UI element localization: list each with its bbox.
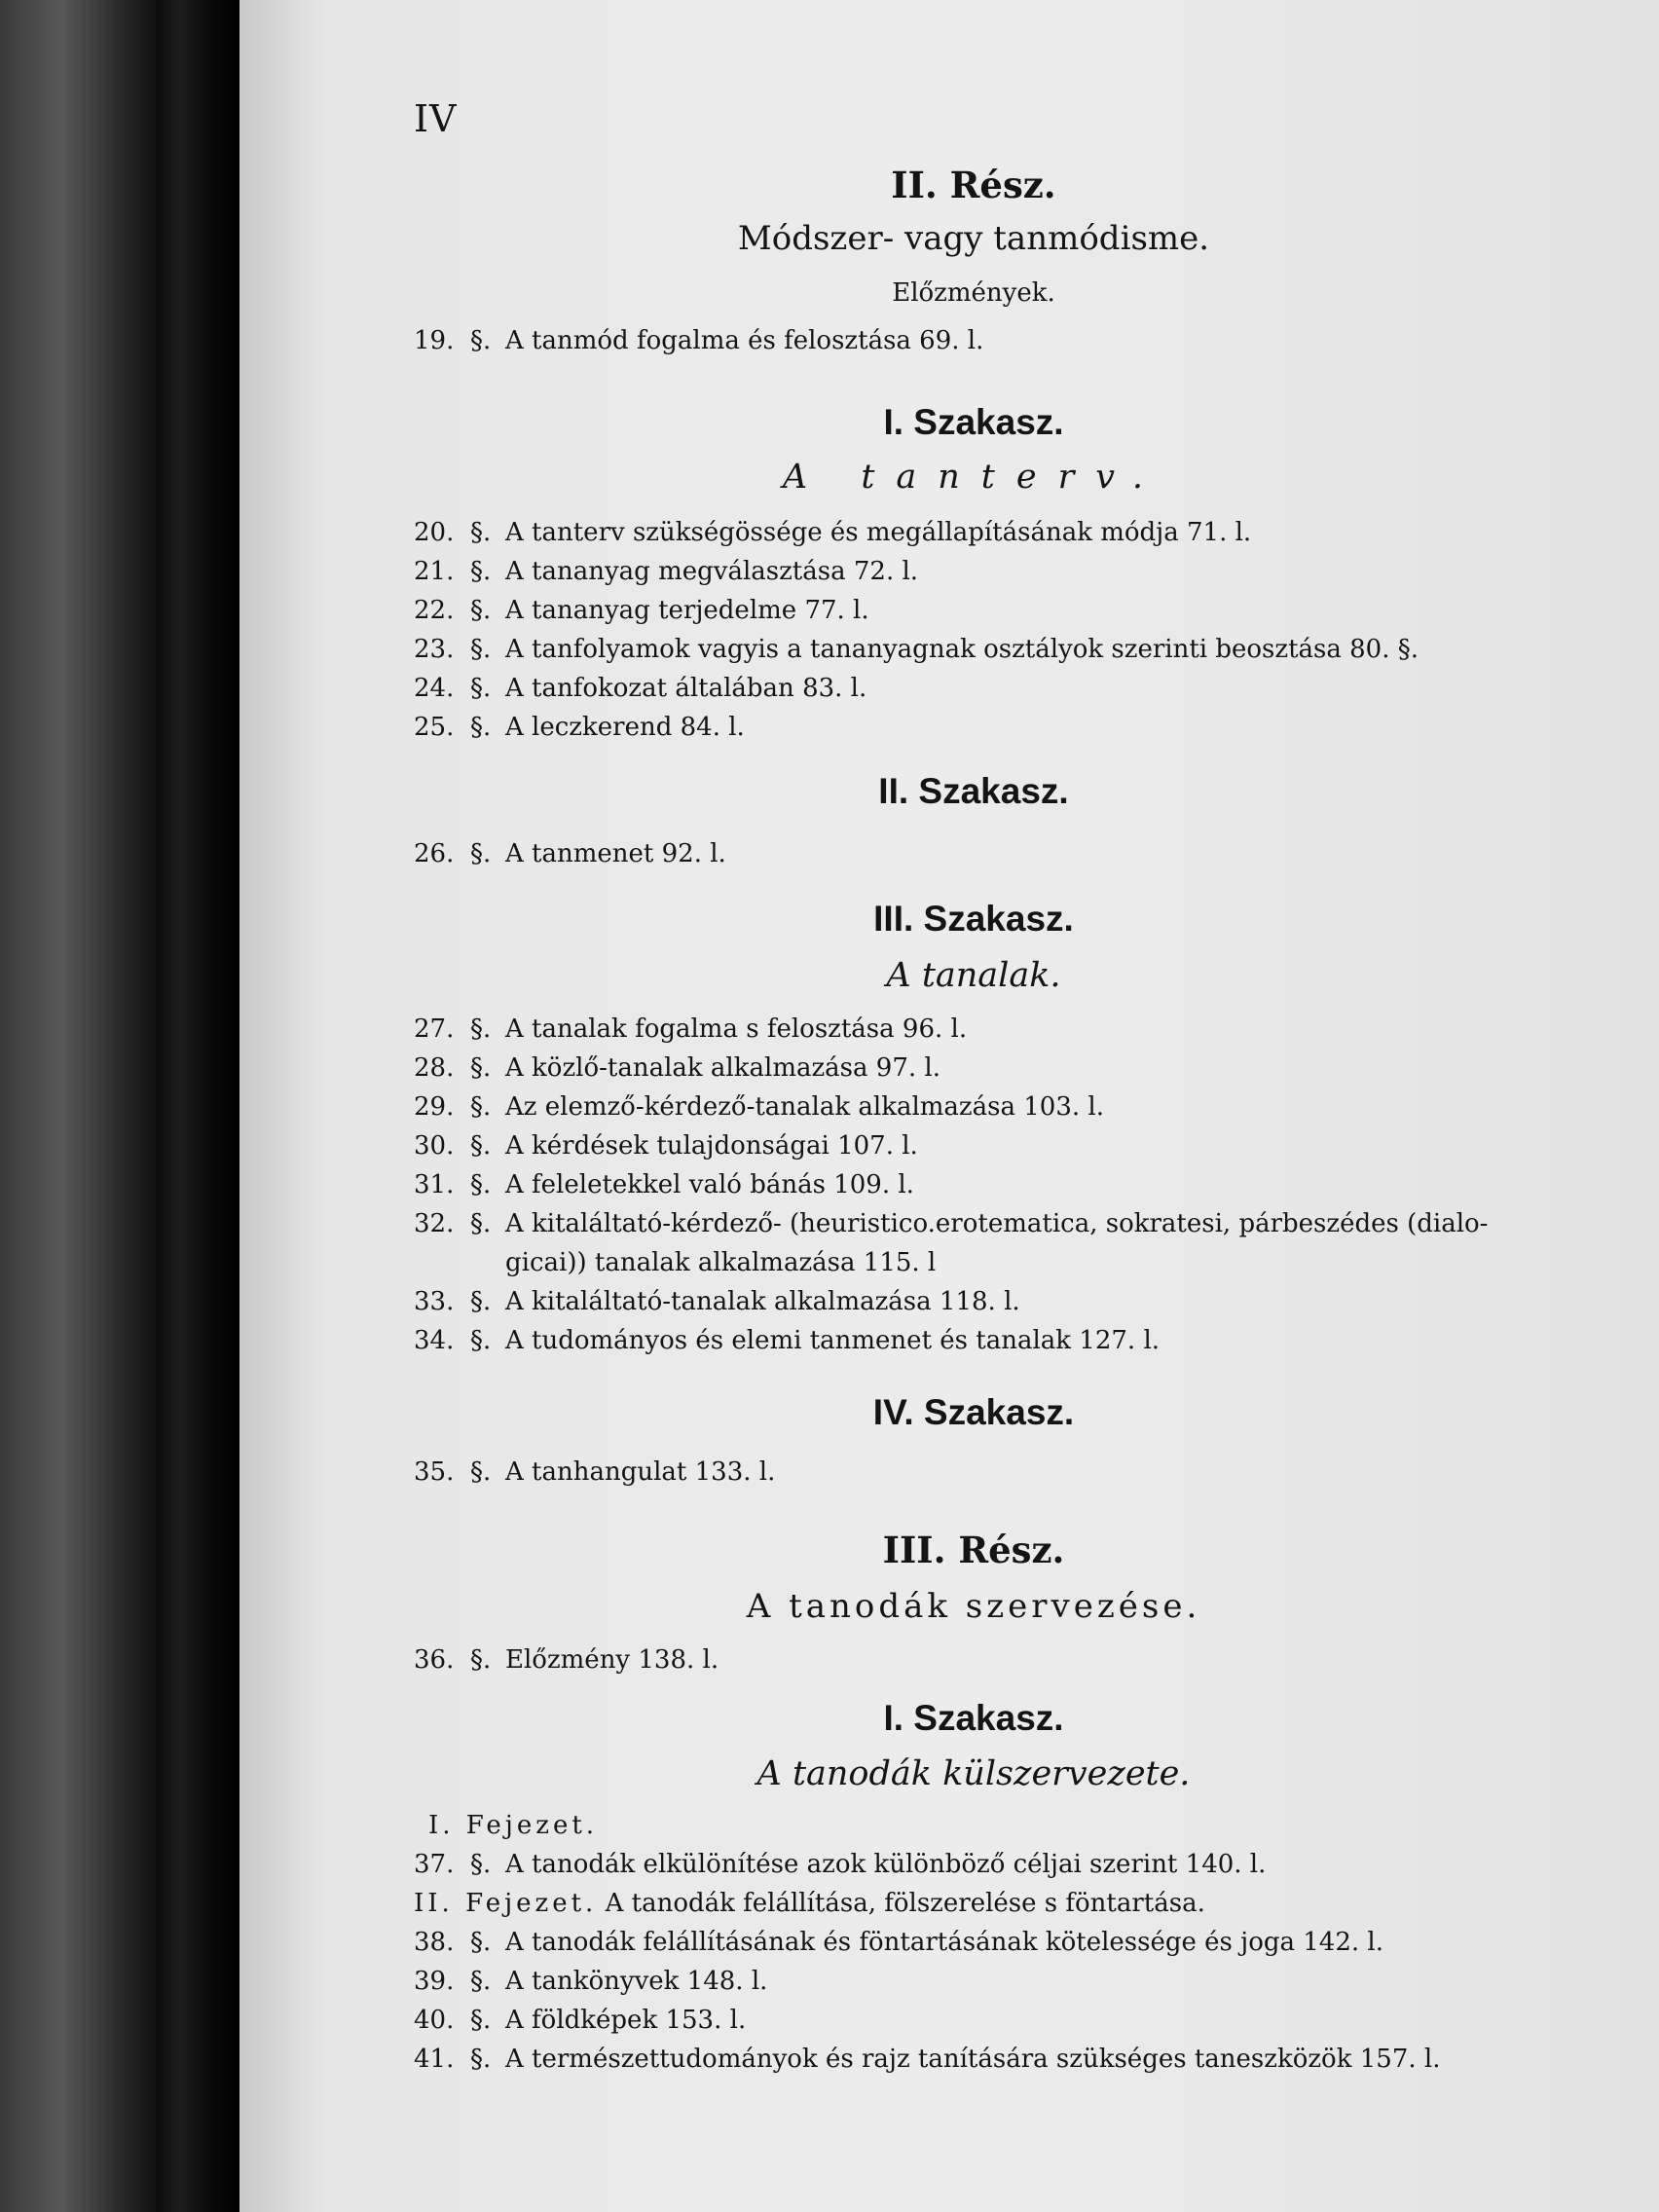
toc-entry-28 [414,1053,940,1083]
entry-number: 25. [414,713,455,742]
entry-text: A tanfolyamok vagyis a tananyagnak osztályok szerinti beosztása 80. §. [505,635,1419,664]
entry-section-sign: §. [470,1326,492,1355]
chapter-2-heading [414,1889,1205,1918]
section-4-title: IV. Szakasz. [872,1392,1075,1432]
entry-section-sign: §. [470,2045,492,2074]
entry-text: A közlő-tanalak alkalmazása 97. l. [505,1053,940,1083]
entry-text: A feleletekkel való bánás 109. l. [505,1170,914,1199]
entry-text: A tanmód fogalma és felosztása 69. l. [505,326,984,355]
section-1-subtitle: A tanterv. [782,458,1165,497]
chapter-2-label: II. Fejezet. [414,1889,598,1918]
toc-entry-36 [414,1645,719,1675]
toc-entry-25 [414,713,745,742]
entry-section-sign: §. [470,1053,492,1083]
toc-entry-29 [414,1092,1104,1122]
toc-entry-22 [414,596,869,625]
entry-text: A tanhangulat 133. l. [505,1457,776,1487]
toc-entry-32 [414,1209,1488,1238]
section-3-subtitle: A tanalak. [886,956,1061,995]
toc-entry-21 [414,557,918,586]
entry-section-sign: §. [470,839,492,868]
entry-number: 31. [414,1170,455,1199]
entry-number: 38. [414,1928,455,1957]
entry-section-sign: §. [470,518,492,547]
toc-entry-30 [414,1131,918,1161]
entry-text: Előzmény 138. l. [505,1645,719,1675]
toc-entry-37 [414,1850,1266,1879]
section-3-title: III. Szakasz. [873,899,1074,939]
entry-number: 19. [414,326,455,355]
entry-section-sign: §. [470,1457,492,1487]
section-5-subtitle: A tanodák külszervezete. [756,1754,1191,1793]
entry-text: A tanfokozat általában 83. l. [505,674,867,703]
entry-number: 40. [414,2006,455,2035]
entry-number: 33. [414,1287,455,1316]
entry-section-sign: §. [470,674,492,703]
toc-entry-41 [414,2045,1440,2074]
toc-entry-23 [414,635,1419,664]
toc-entry-31 [414,1170,914,1199]
entry-number: 23. [414,635,455,664]
entry-number: 37. [414,1850,455,1879]
entry-number: 39. [414,1967,455,1996]
entry-number: 30. [414,1131,455,1161]
entry-section-sign: §. [470,635,492,664]
entry-section-sign: §. [470,1131,492,1161]
entry-number: 35. [414,1457,455,1487]
entry-number: 36. [414,1645,455,1675]
entry-text: A leczkerend 84. l. [505,713,745,742]
toc-entry-33 [414,1287,1020,1316]
entry-text: A tanalak fogalma s felosztása 96. l. [505,1014,968,1044]
entry-text: A tananyag megválasztása 72. l. [505,557,919,586]
entry-text: A kérdések tulajdonságai 107. l. [505,1131,918,1161]
entry-text: A tanterv szükségössége és megállapításának módja 71. l. [505,518,1252,547]
entry-section-sign: §. [470,1170,492,1199]
entry-number: 27. [414,1014,455,1044]
toc-entry-38 [414,1928,1383,1957]
entry-number: 34. [414,1326,455,1355]
toc-entry-27 [414,1014,967,1044]
entry-section-sign: §. [470,1967,492,1996]
entry-section-sign: §. [470,1850,492,1879]
entry-text: A kitaláltató-kérdező- (heuristico.erotematica, sokratesi, párbeszédes (dialo- [505,1209,1489,1238]
section-2-title: II. Szakasz. [878,771,1069,811]
entry-number: 41. [414,2045,455,2074]
entry-text: A földképek 153. l. [505,2006,747,2035]
section-5-title: I. Szakasz. [883,1698,1064,1738]
entry-text: A tanodák felállításának és föntartásának kötelessége és joga 142. l. [505,1928,1384,1957]
toc-entry-34 [414,1326,1160,1355]
entry-text: A kitaláltató-tanalak alkalmazása 118. l. [505,1287,1020,1316]
toc-entry-19 [414,326,983,355]
entry-number: 22. [414,596,455,625]
entry-text: A tanodák elkülönítése azok különböző céljai szerint 140. l. [505,1850,1267,1879]
entry-number: 21. [414,557,455,586]
entry-number: 32. [414,1209,455,1238]
entry-text: Az elemző-kérdező-tanalak alkalmazása 103. l. [505,1092,1104,1122]
toc-entry-39 [414,1967,767,1996]
entry-text: A természettudományok és rajz tanítására szükséges taneszközök 157. l. [505,2045,1441,2074]
section-1-title: I. Szakasz. [883,402,1064,442]
entry-section-sign: §. [470,1014,492,1044]
entry-text: A tanmenet 92. l. [505,839,726,868]
part-2-subtitle: Módszer- vagy tanmódisme. [737,219,1210,258]
entry-number: 20. [414,518,455,547]
entry-section-sign: §. [470,557,492,586]
part-2-title: II. Rész. [891,164,1056,206]
entry-text: A tananyag terjedelme 77. l. [505,596,869,625]
entry-section-sign: §. [470,1209,492,1238]
entry-section-sign: §. [470,1287,492,1316]
part-3-title: III. Rész. [882,1529,1065,1571]
toc-entry-24 [414,674,866,703]
toc-entry-32-continued: gicai)) tanalak alkalmazása 115. l [505,1248,937,1277]
entry-text: A tankönyvek 148. l. [505,1967,768,1996]
entry-section-sign: §. [470,1928,492,1957]
entry-number: 24. [414,674,455,703]
toc-entry-26 [414,839,726,868]
entry-text: A tudományos és elemi tanmenet és tanalak 127. l. [505,1326,1161,1355]
toc-entry-20 [414,518,1251,547]
entry-section-sign: §. [470,2006,492,2035]
entry-section-sign: §. [470,326,492,355]
entry-number: 29. [414,1092,455,1122]
toc-entry-40 [414,2006,746,2035]
entry-section-sign: §. [470,596,492,625]
chapter-1-heading: I. Fejezet. [428,1811,599,1840]
binding-edge [156,0,240,2212]
entry-section-sign: §. [470,713,492,742]
entry-number: 28. [414,1053,455,1083]
entry-section-sign: §. [470,1645,492,1675]
part-2-intro: Előzmények. [892,278,1055,308]
page-number: IV [414,97,458,140]
entry-section-sign: §. [470,1092,492,1122]
part-3-subtitle: A tanodák szervezése. [746,1587,1201,1626]
book-spine [0,0,156,2212]
chapter-2-title: A tanodák felállítása, fölszerelése s föntartása. [605,1889,1205,1918]
toc-entry-35 [414,1457,775,1487]
entry-number: 26. [414,839,455,868]
